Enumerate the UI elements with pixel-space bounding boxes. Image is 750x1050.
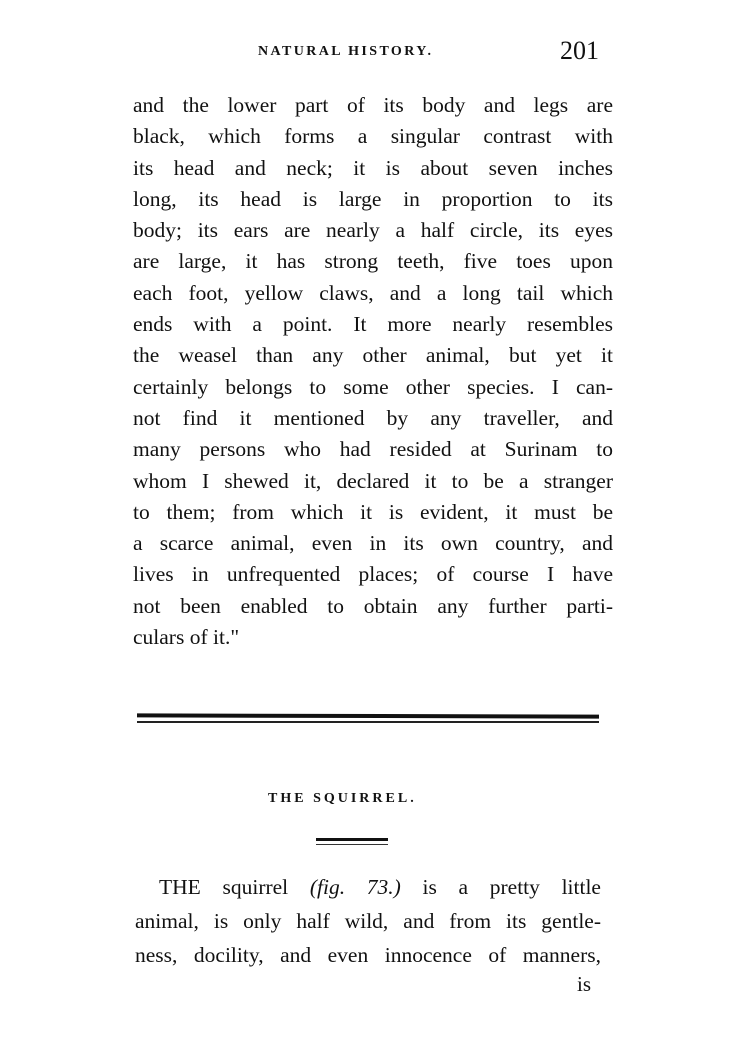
text-line: each foot, yellow claws, and a long tail which	[133, 280, 613, 305]
text-line: black, which forms a singular contrast with	[133, 124, 613, 149]
heading-rule-thick	[316, 838, 388, 841]
text-line: are large, it has strong teeth, five toes upon	[133, 249, 613, 274]
text-line: the weasel than any other animal, but yet it	[133, 343, 613, 368]
text-line: its head and neck; it is about seven inches	[133, 155, 613, 180]
text-line: ness, docility, and even innocence of manners,	[135, 943, 601, 967]
text-line: whom I shewed it, declared it to be a stranger	[133, 468, 613, 493]
text-line: long, its head is large in proportion to its	[133, 186, 613, 211]
text-line: not find it mentioned by any traveller, and	[133, 405, 613, 430]
page-number: 201	[560, 36, 599, 65]
opening-text-continued: is a pretty little	[400, 875, 601, 899]
opening-text: THE squirrel	[159, 875, 310, 899]
heading-rule-thin	[316, 844, 388, 845]
double-rule-thick	[137, 713, 599, 718]
running-head-title: NATURAL HISTORY.	[258, 44, 434, 59]
section-heading: THE SQUIRREL.	[268, 791, 417, 806]
text-line: many persons who had resided at Surinam to	[133, 437, 613, 462]
text-line: ends with a point. It more nearly resembles	[133, 312, 613, 337]
catchword: is	[577, 972, 592, 996]
text-line: a scarce animal, even in its own country, and	[133, 531, 613, 556]
text-line: animal, is only half wild, and from its gentle-	[135, 909, 601, 933]
text-line: and the lower part of its body and legs are	[133, 93, 613, 117]
continued-paragraph	[133, 90, 613, 653]
figure-reference: (fig. 73.)	[309, 875, 401, 899]
text-line-last: culars of it."	[133, 625, 240, 650]
squirrel-paragraph	[135, 870, 601, 972]
text-line: certainly belongs to some other species. I can-	[133, 374, 613, 399]
double-rule-thin	[137, 721, 599, 723]
text-line: body; its ears are nearly a half circle, its eyes	[133, 218, 613, 243]
text-line: not been enabled to obtain any further parti-	[133, 593, 613, 618]
text-line: to them; from which it is evident, it must be	[133, 499, 613, 524]
paragraph-first-line	[135, 870, 601, 904]
text-line: lives in unfrequented places; of course I have	[133, 562, 613, 587]
